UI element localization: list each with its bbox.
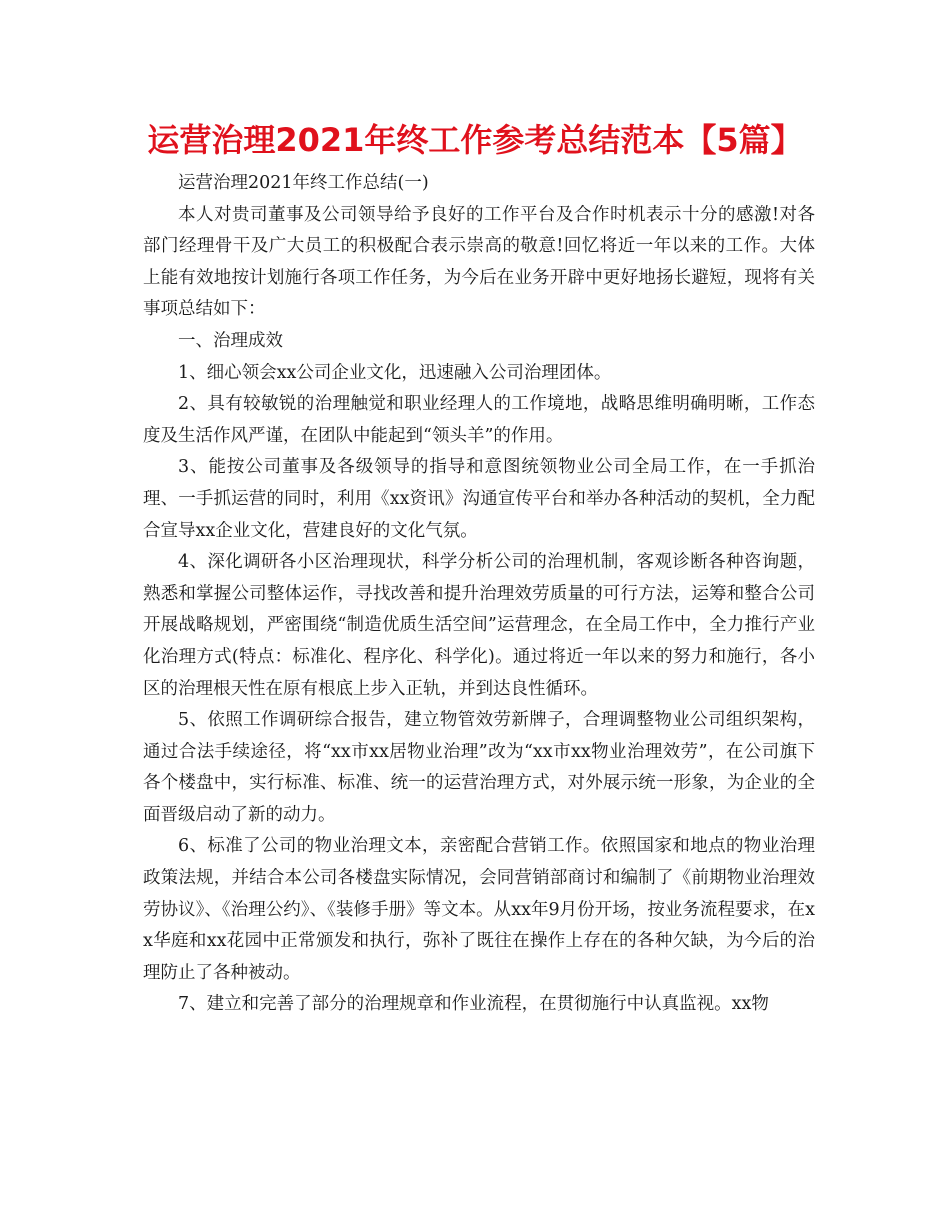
list-item: 6、标准了公司的物业治理文本，亲密配合营销工作。依照国家和地点的物业治理政策法规，并结合本公司各楼盘实际情况，会同营销部商讨和编制了《前期物业治理效劳协议》、《治理公约》、《装修手册》等文本。从xx年9月份开场，按业务流程要求，在xx华庭和xx花园中正常颁发和执行，弥补了既往在操作上存在的各种欠缺，为今后的治理防止了各种被动。 [143,836,815,983]
list-item: 7、建立和完善了部分的治理规章和作业流程，在贯彻施行中认真监视。xx物 [178,994,769,1015]
list-item: 5、依照工作调研综合报告，建立物管效劳新牌子，合理调整物业公司组织架构，通过合法手续途径，将“xx市xx居物业治理”改为“xx市xx物业治理效劳”，在公司旗下各个楼盘中，实行标准、标准、统一的运营治理方式，对外展示统一形象，为企业的全面晋级启动了新的动力。 [143,710,815,825]
list-item: 4、深化调研各小区治理现状，科学分析公司的治理机制，客观诊断各种咨询题，熟悉和掌握公司整体运作，寻找改善和提升治理效劳质量的可行方法，运筹和整合公司开展战略规划，严密围绕“制造优质生活空间”运营理念，在全局工作中，全力推行产业化治理方式(特点：标准化、程序化、科学化)。通过将近一年以来的努力和施行，各小区的治理根天性在原有根底上步入正轨，并到达良性循环。 [143,552,815,699]
section-heading: 运营治理2021年终工作总结(一) [178,173,429,193]
paragraph: 本人对贵司董事及公司领导给予良好的工作平台及合作时机表示十分的感激!对各部门经理骨干及广大员工的积极配合表示崇高的敬意!回忆将近一年以来的工作。大体上能有效地按计划施行各项工作任务，为今后在业务开辟中更好地扬长避短，现将有关事项总结如下： [143,204,815,320]
subsection-heading: 一、治理成效 [178,330,283,351]
list-item: 3、能按公司董事及各级领导的指导和意图统领物业公司全局工作，在一手抓治理、一手抓运营的同时，利用《xx资讯》沟通宣传平台和举办各种活动的契机，全力配合宣导xx企业文化，营建良好的文化气氛。 [143,457,815,541]
document-body [143,168,815,1021]
list-item: 2、具有较敏锐的治理触觉和职业经理人的工作境地，战略思维明确明晰，工作态度及生活作风严谨，在团队中能起到“领头羊”的作用。 [143,394,815,446]
document-title: 运营治理2021年终工作参考总结范本【5篇】 [147,121,803,159]
list-item: 1、细心领会xx公司企业文化，迅速融入公司治理团体。 [178,362,612,383]
